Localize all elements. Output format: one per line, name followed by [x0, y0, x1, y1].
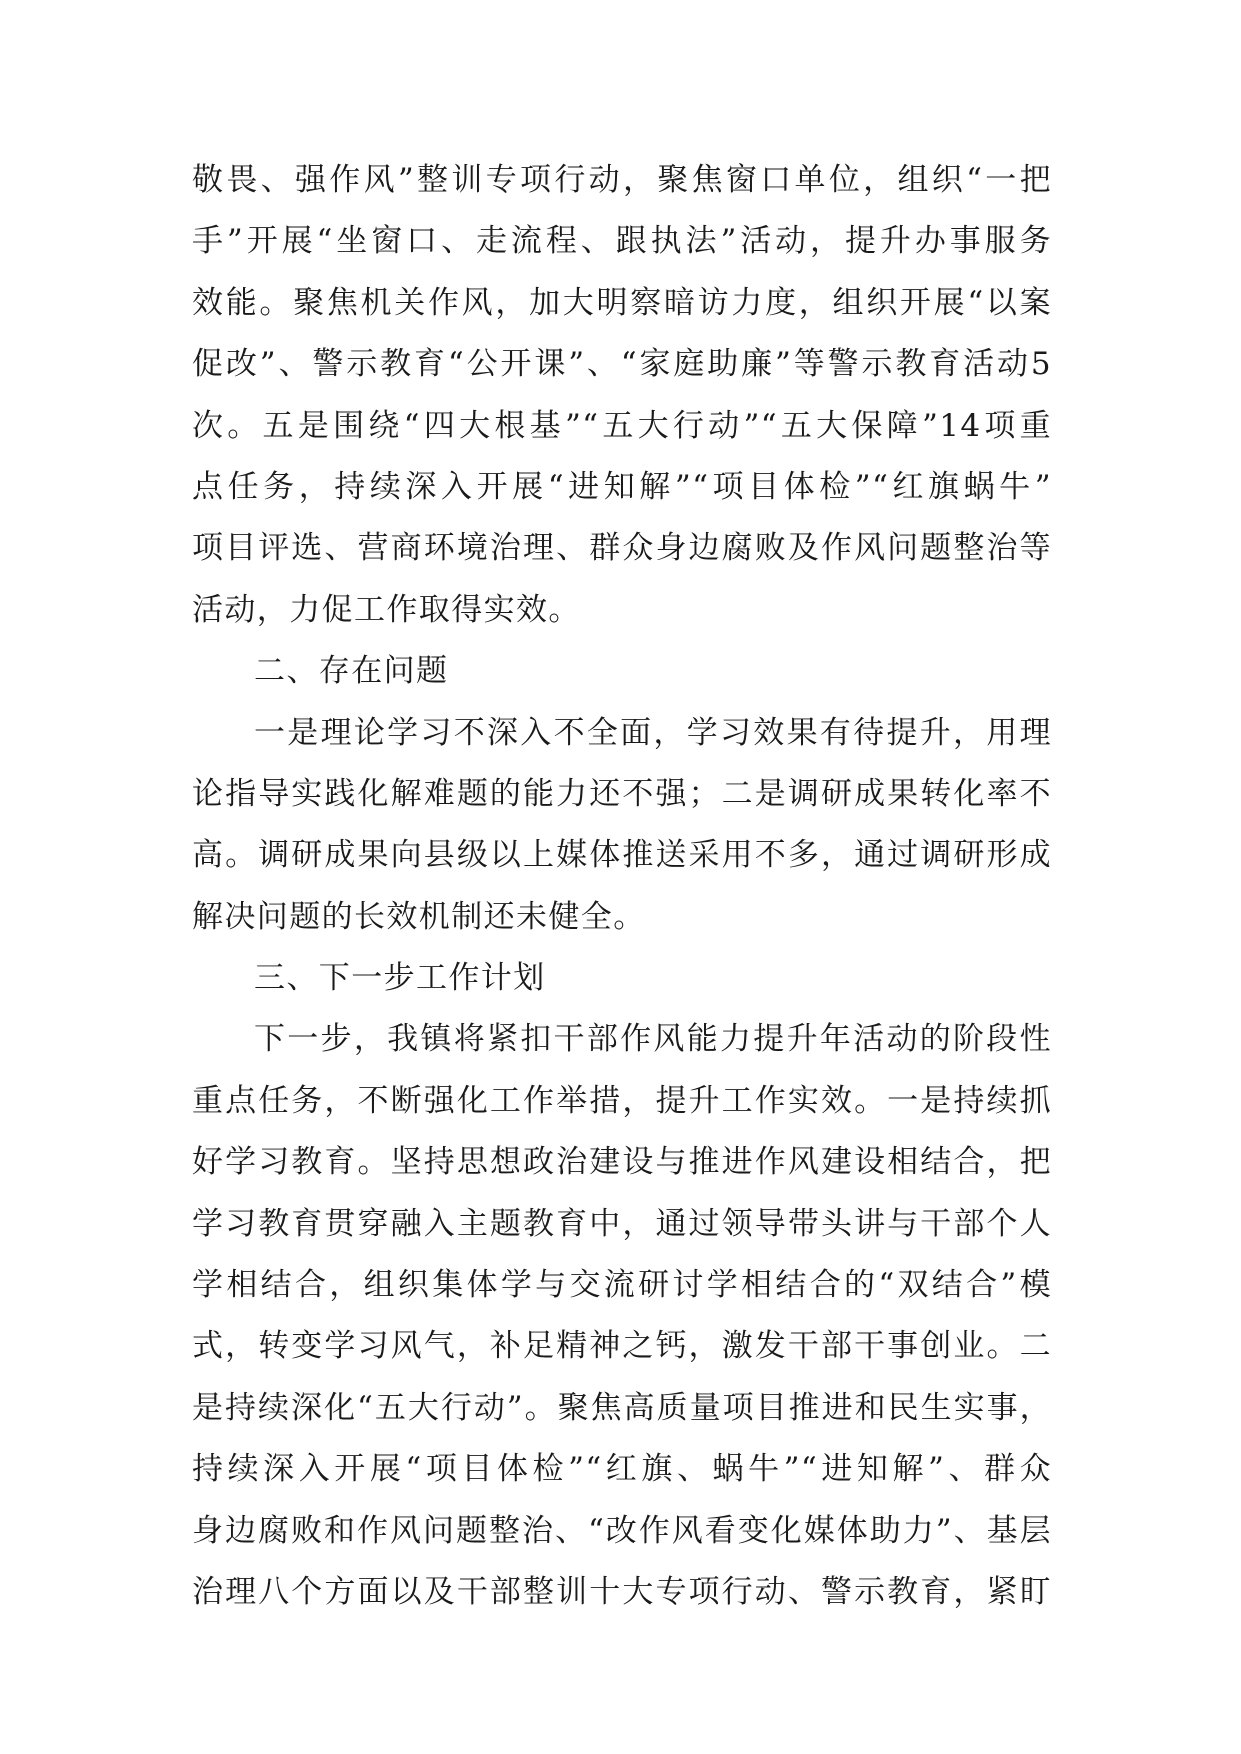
paragraph-line: 好学习教育。坚持思想政治建设与推进作风建设相结合，把 [192, 1144, 1052, 1181]
paragraph-line: 论指导实践化解难题的能力还不强；二是调研成果转化率不 [192, 775, 1052, 812]
section-heading-issues: 二、存在问题 [254, 653, 449, 690]
paragraph-line: 手”开展“坐窗口、走流程、跟执法”活动，提升办事服务 [192, 223, 1052, 260]
paragraph-line: 高。调研成果向县级以上媒体推送采用不多，通过调研形成 [192, 837, 1052, 874]
paragraph-line: 下一步，我镇将紧扣干部作风能力提升年活动的阶段性 [254, 1021, 1052, 1058]
paragraph-line: 敬畏、强作风”整训专项行动，聚焦窗口单位，组织“一把 [192, 162, 1052, 198]
paragraph-line: 学相结合，组织集体学与交流研讨学相结合的“双结合”模 [192, 1267, 1052, 1304]
paragraph-line: 式，转变学习风气，补足精神之钙，激发干部干事创业。二 [192, 1328, 1052, 1365]
paragraph-line: 活动，力促工作取得实效。 [192, 591, 581, 628]
paragraph-line: 是持续深化“五大行动”。聚焦高质量项目推进和民生实事， [192, 1389, 1052, 1426]
paragraph-line: 一是理论学习不深入不全面，学习效果有待提升，用理 [254, 714, 1052, 751]
paragraph-line: 效能。聚焦机关作风，加大明察暗访力度，组织开展“以案 [192, 284, 1052, 321]
section-heading-next-steps: 三、下一步工作计划 [254, 960, 546, 997]
paragraph-line: 点任务，持续深入开展“进知解”“项目体检”“红旗蜗牛” [192, 468, 1052, 505]
paragraph-line: 身边腐败和作风问题整治、“改作风看变化媒体助力”、基层 [192, 1512, 1052, 1549]
paragraph-line: 次。五是围绕“四大根基”“五大行动”“五大保障”14项重 [192, 407, 1052, 444]
paragraph-line: 重点任务，不断强化工作举措，提升工作实效。一是持续抓 [192, 1082, 1052, 1119]
paragraph-line: 项目评选、营商环境治理、群众身边腐败及作风问题整治等 [192, 530, 1052, 567]
paragraph-line: 持续深入开展“项目体检”“红旗、蜗牛”“进知解”、群众 [192, 1451, 1052, 1488]
document-body [192, 150, 1052, 1623]
paragraph-line: 促改”、警示教育“公开课”、“家庭助廉”等警示教育活动5 [192, 346, 1052, 383]
paragraph-line: 解决问题的长效机制还未健全。 [192, 898, 646, 935]
paragraph-line: 学习教育贯穿融入主题教育中，通过领导带头讲与干部个人 [192, 1205, 1052, 1242]
paragraph-line: 治理八个方面以及干部整训十大专项行动、警示教育，紧盯 [192, 1573, 1052, 1610]
